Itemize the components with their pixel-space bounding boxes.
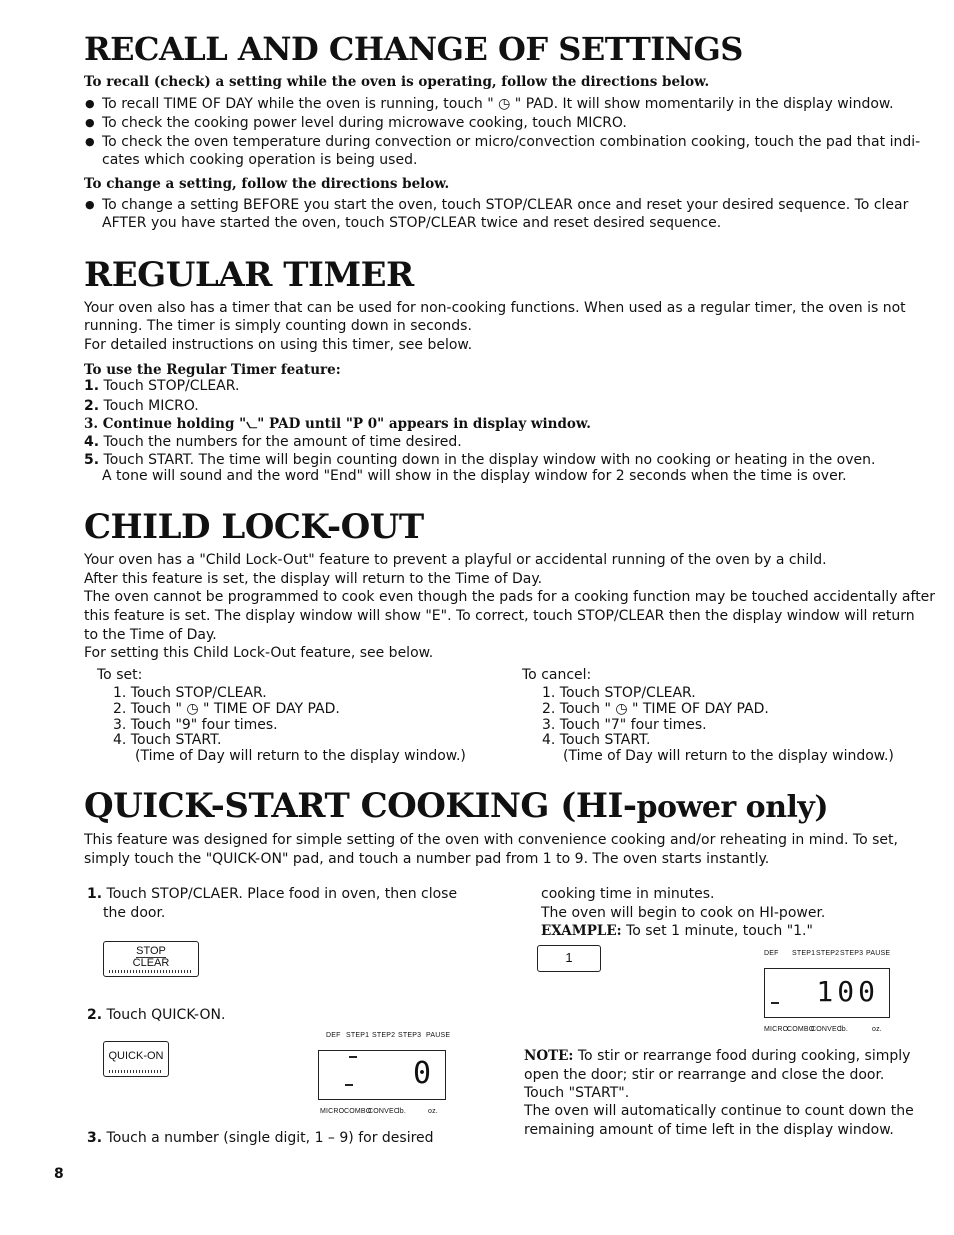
- pad-texture: [109, 1070, 163, 1073]
- display-label-convec: CONVEC: [368, 1108, 400, 1115]
- child-cancel-2: 2. Touch " ◷ " TIME OF DAY PAD.: [542, 701, 769, 717]
- quick-r1: cooking time in minutes.: [541, 886, 715, 902]
- timer-step-5: 5. Touch START. The time will begin counting down in the display window with no cooking or heating in the oven.: [84, 452, 876, 468]
- timer-title: REGULAR TIMER: [84, 255, 414, 295]
- child-p1: Your oven has a "Child Lock-Out" feature to prevent a playful or accidental running of the oven by a child.: [84, 552, 827, 568]
- display-label-step3: STEP3: [840, 950, 864, 957]
- display-label-micro: MICRO: [320, 1108, 345, 1115]
- display-window: [764, 968, 890, 1018]
- clear-label: CLEAR: [132, 957, 170, 969]
- timer-step-3: 3. Continue holding "⦦" PAD until "P 0" appears in display window.: [84, 416, 591, 432]
- quick-step-2: 2. Touch QUICK-ON.: [87, 1007, 226, 1023]
- timer-step-1: 1. Touch STOP/CLEAR.: [84, 378, 240, 394]
- display-label-step2: STEP2: [372, 1032, 396, 1039]
- display-readout: 100: [816, 975, 879, 1008]
- recall-bullet-3b: cates which cooking operation is being used.: [102, 152, 418, 168]
- child-set-heading: To set:: [97, 667, 143, 683]
- display-window: [318, 1050, 446, 1100]
- quick-r2: The oven will begin to cook on HI-power.: [541, 905, 826, 921]
- timer-p3: For detailed instructions on using this timer, see below.: [84, 337, 473, 353]
- child-cancel-heading: To cancel:: [522, 667, 592, 683]
- quick-p1: This feature was designed for simple setting of the oven with convenience cooking and/or reheating in mind. To set,: [84, 832, 898, 848]
- child-cancel-3: 3. Touch "7" four times.: [542, 717, 707, 733]
- pad-texture: [109, 970, 193, 973]
- change-bullet-a: To change a setting BEFORE you start the oven, touch STOP/CLEAR once and reset your desired sequence. To clear: [102, 197, 909, 213]
- child-set-4: 4. Touch START.: [113, 732, 222, 748]
- display-example: [762, 948, 892, 1040]
- child-cancel-1: 1. Touch STOP/CLEAR.: [542, 685, 696, 701]
- child-p4: this feature is set. The display window will show "E". To correct, touch STOP/CLEAR then the display window will return: [84, 608, 915, 624]
- quick-step-1a: 1. Touch STOP/CLAER. Place food in oven, then close: [87, 886, 458, 902]
- child-set-1: 1. Touch STOP/CLEAR.: [113, 685, 267, 701]
- change-heading: To change a setting, follow the directions below.: [84, 176, 450, 192]
- quick-example: EXAMPLE: To set 1 minute, touch "1.": [541, 923, 813, 939]
- recall-title: RECALL AND CHANGE OF SETTINGS: [84, 30, 743, 68]
- child-p2: After this feature is set, the display will return to the Time of Day.: [84, 571, 543, 587]
- quick-on-label: QUICK-ON: [108, 1050, 164, 1062]
- quick-step-3: 3. Touch a number (single digit, 1 – 9) for desired: [87, 1130, 434, 1146]
- child-cancel-5: (Time of Day will return to the display window.): [563, 748, 894, 764]
- stop-clear-pad: [103, 941, 199, 977]
- display-label-pause: PAUSE: [426, 1032, 451, 1039]
- page-number: 8: [54, 1166, 64, 1182]
- display-label-lb: lb.: [398, 1108, 406, 1115]
- timer-step-5b: A tone will sound and the word "End" will show in the display window for 2 seconds when the time is over.: [102, 468, 847, 484]
- recall-bullet-2: To check the cooking power level during microwave cooking, touch MICRO.: [102, 115, 627, 131]
- timer-step-4: 4. Touch the numbers for the amount of time desired.: [84, 434, 462, 450]
- display-label-step2: STEP2: [816, 950, 840, 957]
- quick-note-1: NOTE: To stir or rearrange food during cooking, simply: [524, 1048, 911, 1064]
- child-set-2: 2. Touch " ◷ " TIME OF DAY PAD.: [113, 701, 340, 717]
- child-p5: to the Time of Day.: [84, 627, 217, 643]
- display-label-convec: CONVEC: [811, 1026, 843, 1033]
- timer-p1: Your oven also has a timer that can be used for non-cooking functions. When used as a regular timer, the oven is not: [84, 300, 906, 316]
- display-label-combo: COMBO: [344, 1108, 372, 1115]
- number-1-pad: [537, 945, 601, 972]
- number-1-label: 1: [565, 950, 573, 965]
- display-label-pause: PAUSE: [866, 950, 891, 957]
- stop-label: STOP: [136, 945, 166, 957]
- display-quick-on: [316, 1028, 466, 1120]
- bullet-icon: ●: [85, 135, 95, 148]
- timer-p2: running. The timer is simply counting down in seconds.: [84, 318, 472, 334]
- display-label-oz: oz.: [872, 1026, 882, 1033]
- child-set-3: 3. Touch "9" four times.: [113, 717, 278, 733]
- change-bullet-b: AFTER you have started the oven, touch STOP/CLEAR twice and reset desired sequence.: [102, 215, 722, 231]
- display-label-step3: STEP3: [398, 1032, 422, 1039]
- display-label-step1: STEP1: [346, 1032, 370, 1039]
- quick-step-1b: the door.: [103, 905, 166, 921]
- display-label-def: DEF: [764, 950, 779, 957]
- child-cancel-4: 4. Touch START.: [542, 732, 651, 748]
- display-label-lb: lb.: [840, 1026, 848, 1033]
- timer-step-2: 2. Touch MICRO.: [84, 398, 199, 414]
- display-label-micro: MICRO: [764, 1026, 789, 1033]
- child-set-5: (Time of Day will return to the display window.): [135, 748, 466, 764]
- timer-heading: To use the Regular Timer feature:: [84, 362, 341, 378]
- display-label-step1: STEP1: [792, 950, 816, 957]
- quick-note-2: open the door; stir or rearrange and close the door.: [524, 1067, 885, 1083]
- bullet-icon: ●: [85, 116, 95, 129]
- display-label-def: DEF: [326, 1032, 341, 1039]
- child-p6: For setting this Child Lock-Out feature, see below.: [84, 645, 434, 661]
- bullet-icon: ●: [85, 198, 95, 211]
- quick-title: QUICK-START COOKING (HI-power only): [84, 786, 829, 826]
- quick-on-pad: [103, 1041, 169, 1077]
- child-p3: The oven cannot be programmed to cook even though the pads for a cooking function may be touched accidentally after: [84, 589, 936, 605]
- quick-p2: simply touch the "QUICK-ON" pad, and touch a number pad from 1 to 9. The oven starts instantly.: [84, 851, 770, 867]
- display-label-oz: oz.: [428, 1108, 438, 1115]
- display-label-combo: COMBO: [787, 1026, 815, 1033]
- quick-note-5: remaining amount of time left in the display window.: [524, 1122, 894, 1138]
- recall-bullet-1: To recall TIME OF DAY while the oven is running, touch " ◷ " PAD. It will show momentarily in the display window.: [102, 96, 894, 112]
- bullet-icon: ●: [85, 97, 95, 110]
- child-title: CHILD LOCK-OUT: [84, 507, 424, 547]
- recall-bullet-3a: To check the oven temperature during convection or micro/convection combination cooking, touch the pad that indi-: [102, 134, 921, 150]
- recall-intro: To recall (check) a setting while the oven is operating, follow the directions below.: [84, 74, 710, 90]
- display-readout: 0: [412, 1056, 431, 1091]
- quick-note-3: Touch "START".: [524, 1085, 630, 1101]
- quick-note-4: The oven will automatically continue to count down the: [524, 1103, 914, 1119]
